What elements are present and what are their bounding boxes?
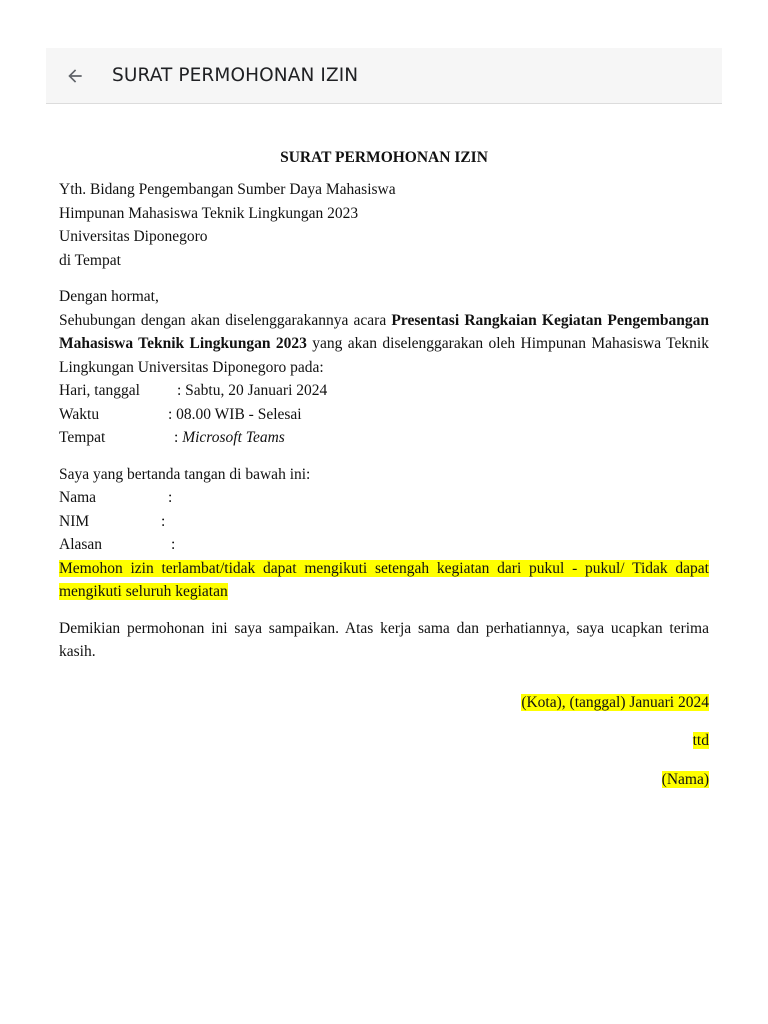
detail-row <box>59 379 709 403</box>
signer-value: : <box>168 489 173 506</box>
signature-row <box>59 729 709 753</box>
recipient-line: Yth. Bidang Pengembangan Sumber Daya Mahasiswa <box>59 181 396 198</box>
recipient-line: di Tempat <box>59 251 121 269</box>
signature-mark: ttd <box>692 732 709 749</box>
detail-label: Tempat <box>59 429 106 446</box>
detail-value: : Sabtu, 20 Januari 2024 <box>177 382 328 399</box>
intro-prefix: Sehubungan dengan akan diselenggarakannya acara <box>59 311 387 329</box>
event-name: Presentasi Rangkaian Kegiatan Pengembangan Mahasiswa Teknik Lingkungan 2023 <box>59 311 709 352</box>
detail-label: Waktu <box>59 405 100 423</box>
signer-row <box>59 533 709 557</box>
arrow-left-icon <box>65 66 85 86</box>
document-title: SURAT PERMOHONAN IZIN <box>280 149 488 166</box>
signer-row <box>59 486 709 510</box>
signer-intro: Saya yang bertanda tangan di bawah ini: <box>59 465 311 483</box>
app-header <box>46 48 722 104</box>
detail-value-prefix: : <box>174 429 183 446</box>
signer-value: : <box>161 512 166 530</box>
event-details <box>59 379 709 450</box>
signer-label: Nama <box>59 489 97 506</box>
place-date: (Kota), (tanggal) Januari 2024 <box>521 693 709 711</box>
reason-note-text: Memohon izin terlambat/tidak dapat mengikuti setengah kegiatan dari pukul - pukul/ Tidak dapat mengikuti seluruh kegiatan <box>59 559 709 600</box>
detail-label: Hari, tanggal <box>59 382 140 399</box>
greeting: Dengan hormat, <box>59 288 159 305</box>
detail-value: : 08.00 WIB - Selesai <box>168 405 302 423</box>
name-row <box>59 768 709 792</box>
place-date-row <box>59 691 709 715</box>
intro-paragraph <box>59 309 709 380</box>
signer-label: NIM <box>59 512 90 530</box>
recipient-line: Universitas Diponegoro <box>59 228 208 245</box>
reason-note <box>59 557 709 604</box>
recipient-line: Himpunan Mahasiswa Teknik Lingkungan 2023 <box>59 204 359 222</box>
detail-row <box>59 426 709 450</box>
letter-document <box>59 146 709 791</box>
recipient-block <box>59 178 709 272</box>
detail-value: Microsoft Teams <box>182 429 285 446</box>
closing-paragraph: Demikian permohonan ini saya sampaikan. Atas kerja sama dan perhatiannya, saya ucapkan terima kasih. <box>59 619 709 660</box>
header-title: SURAT PERMOHONAN IZIN <box>112 65 359 86</box>
back-button[interactable] <box>47 48 103 104</box>
signer-fields <box>59 486 709 557</box>
intro-suffix: yang akan diselenggarakan oleh Himpunan Mahasiswa Teknik Lingkungan Universitas Diponegoro pada: <box>59 335 709 376</box>
signer-value: : <box>171 536 176 553</box>
signer-label: Alasan <box>59 536 103 553</box>
signer-row <box>59 510 709 534</box>
signer-name: (Nama) <box>661 770 709 788</box>
detail-row <box>59 403 709 427</box>
